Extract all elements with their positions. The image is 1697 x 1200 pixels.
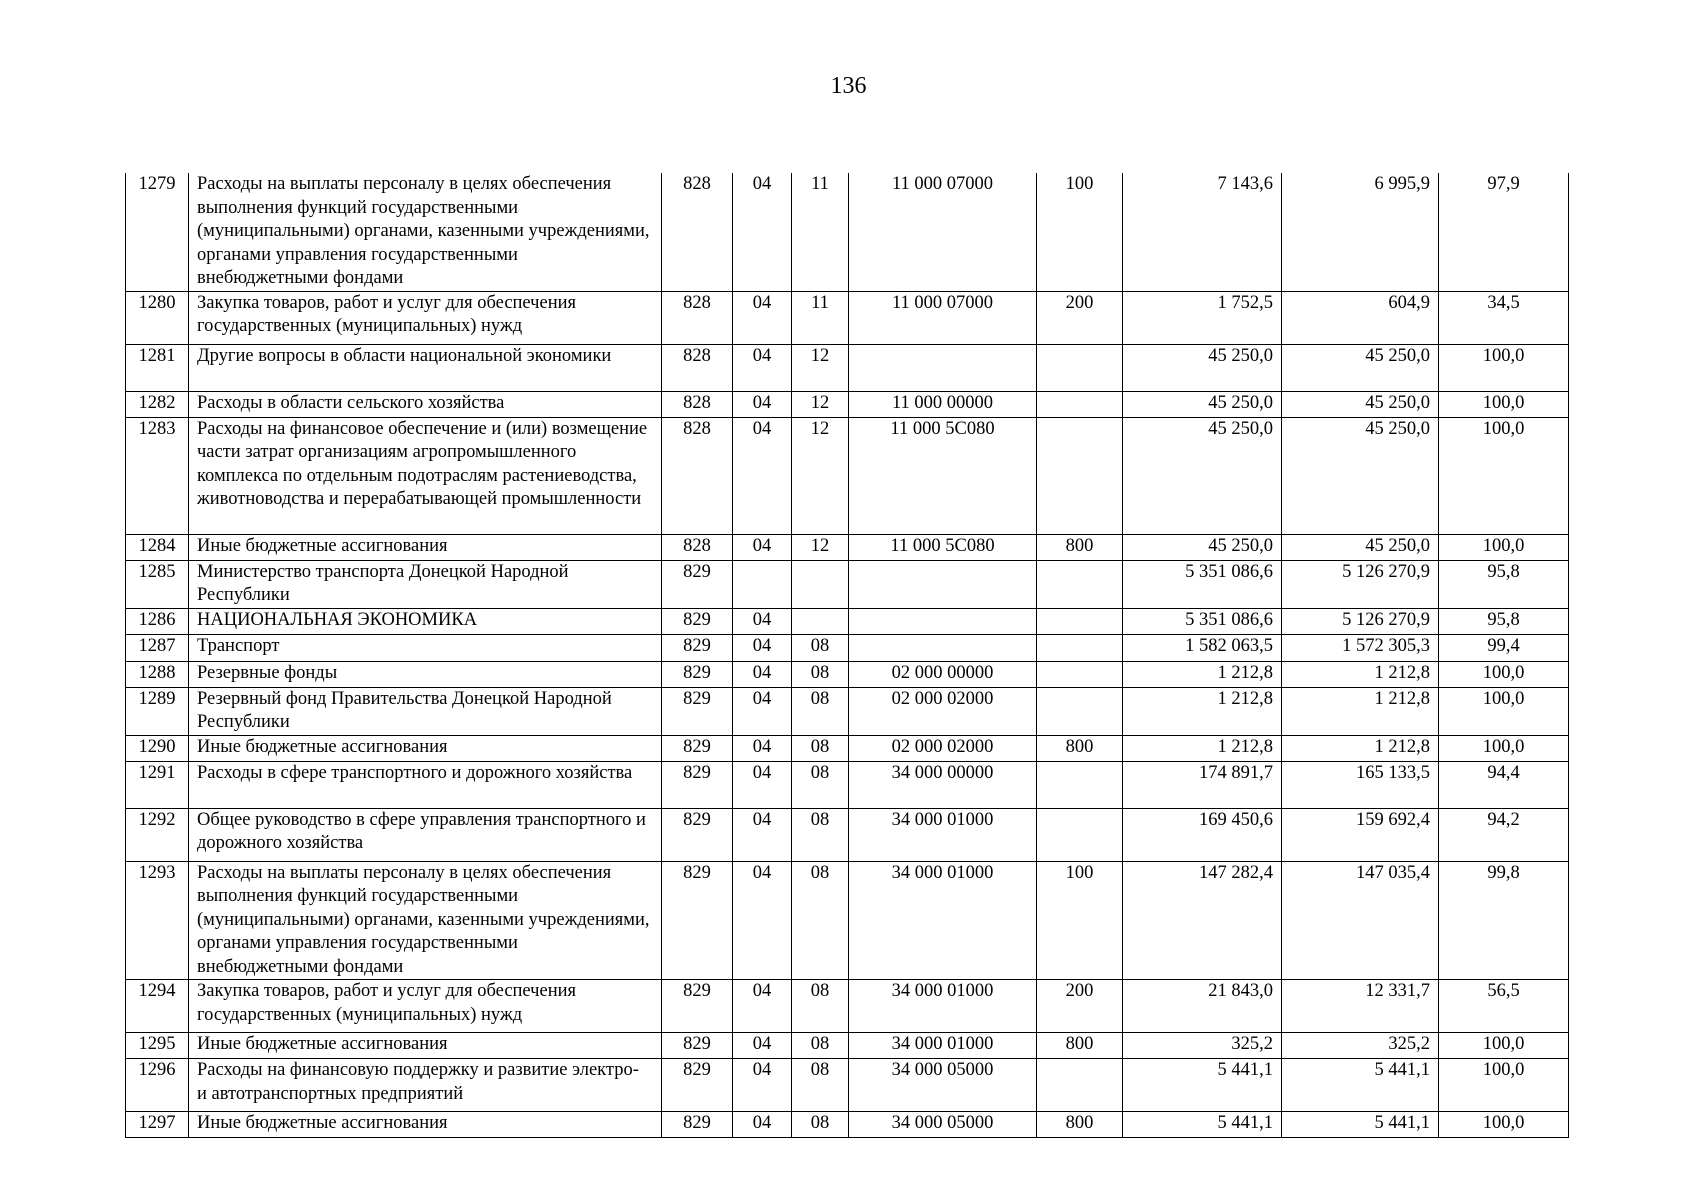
planned-amount-cell: 21 843,0 (1123, 980, 1282, 1033)
section-code-cell: 04 (733, 861, 792, 980)
table-body (126, 173, 1569, 1138)
department-code-cell: 828 (662, 534, 733, 560)
planned-amount-cell: 5 441,1 (1123, 1112, 1282, 1138)
target-article-cell: 11 000 5С080 (849, 534, 1037, 560)
department-code-cell: 829 (662, 1033, 733, 1059)
expense-type-cell: 800 (1037, 1112, 1123, 1138)
page-number: 136 (830, 73, 867, 99)
expense-name-cell: Министерство транспорта Донецкой Народной Республики (189, 560, 662, 608)
planned-amount-cell: 174 891,7 (1123, 761, 1282, 808)
section-code-cell: 04 (733, 534, 792, 560)
subsection-code-cell: 08 (792, 1033, 849, 1059)
subsection-code-cell: 08 (792, 735, 849, 761)
subsection-code-cell: 08 (792, 761, 849, 808)
section-code-cell: 04 (733, 173, 792, 291)
row-number-cell: 1297 (126, 1112, 189, 1138)
department-code-cell: 828 (662, 291, 733, 344)
expense-type-cell (1037, 344, 1123, 391)
expense-name-cell: Резервные фонды (189, 661, 662, 687)
planned-amount-cell: 7 143,6 (1123, 173, 1282, 291)
row-number-cell: 1286 (126, 608, 189, 634)
section-code-cell: 04 (733, 661, 792, 687)
target-article-cell: 34 000 01000 (849, 808, 1037, 861)
actual-amount-cell: 45 250,0 (1282, 534, 1439, 560)
table-row (126, 560, 1569, 608)
planned-amount-cell: 1 212,8 (1123, 735, 1282, 761)
subsection-code-cell: 08 (792, 661, 849, 687)
department-code-cell: 829 (662, 980, 733, 1033)
section-code-cell: 04 (733, 1059, 792, 1112)
execution-percent-cell: 100,0 (1439, 1033, 1569, 1059)
section-code-cell: 04 (733, 687, 792, 735)
expense-type-cell: 100 (1037, 173, 1123, 291)
table-row (126, 761, 1569, 808)
row-number-cell: 1280 (126, 291, 189, 344)
department-code-cell: 829 (662, 634, 733, 661)
section-code-cell: 04 (733, 344, 792, 391)
department-code-cell: 828 (662, 391, 733, 417)
row-number-cell: 1283 (126, 417, 189, 534)
expense-name-cell: Расходы в области сельского хозяйства (189, 391, 662, 417)
target-article-cell: 34 000 01000 (849, 1033, 1037, 1059)
expense-type-cell (1037, 661, 1123, 687)
table-row (126, 1059, 1569, 1112)
target-article-cell: 02 000 02000 (849, 735, 1037, 761)
row-number-cell: 1288 (126, 661, 189, 687)
actual-amount-cell: 5 126 270,9 (1282, 560, 1439, 608)
planned-amount-cell: 1 752,5 (1123, 291, 1282, 344)
expense-type-cell (1037, 808, 1123, 861)
table-row (126, 173, 1569, 291)
row-number-cell: 1294 (126, 980, 189, 1033)
target-article-cell: 34 000 05000 (849, 1112, 1037, 1138)
execution-percent-cell: 100,0 (1439, 735, 1569, 761)
table-row (126, 634, 1569, 661)
department-code-cell: 829 (662, 687, 733, 735)
table-row (126, 687, 1569, 735)
execution-percent-cell: 95,8 (1439, 560, 1569, 608)
row-number-cell: 1279 (126, 173, 189, 291)
table-row (126, 344, 1569, 391)
target-article-cell: 11 000 5С080 (849, 417, 1037, 534)
planned-amount-cell: 1 212,8 (1123, 661, 1282, 687)
actual-amount-cell: 6 995,9 (1282, 173, 1439, 291)
subsection-code-cell: 12 (792, 417, 849, 534)
planned-amount-cell: 45 250,0 (1123, 534, 1282, 560)
subsection-code-cell: 08 (792, 1059, 849, 1112)
expense-name-cell: Транспорт (189, 634, 662, 661)
execution-percent-cell: 56,5 (1439, 980, 1569, 1033)
expense-type-cell (1037, 761, 1123, 808)
expense-type-cell: 200 (1037, 980, 1123, 1033)
target-article-cell: 34 000 00000 (849, 761, 1037, 808)
target-article-cell: 02 000 02000 (849, 687, 1037, 735)
target-article-cell: 34 000 01000 (849, 861, 1037, 980)
table-row (126, 1033, 1569, 1059)
target-article-cell (849, 608, 1037, 634)
section-code-cell: 04 (733, 1033, 792, 1059)
expense-type-cell: 800 (1037, 1033, 1123, 1059)
execution-percent-cell: 99,4 (1439, 634, 1569, 661)
expense-name-cell: Закупка товаров, работ и услуг для обеспечения государственных (муниципальных) нужд (189, 980, 662, 1033)
execution-percent-cell: 95,8 (1439, 608, 1569, 634)
planned-amount-cell: 5 351 086,6 (1123, 608, 1282, 634)
planned-amount-cell: 5 351 086,6 (1123, 560, 1282, 608)
expense-name-cell: Другие вопросы в области национальной экономики (189, 344, 662, 391)
expense-name-cell: Расходы на финансовую поддержку и развитие электро- и автотранспортных предприятий (189, 1059, 662, 1112)
table-row (126, 417, 1569, 534)
expense-name-cell: Закупка товаров, работ и услуг для обеспечения государственных (муниципальных) нужд (189, 291, 662, 344)
row-number-cell: 1289 (126, 687, 189, 735)
row-number-cell: 1285 (126, 560, 189, 608)
subsection-code-cell (792, 560, 849, 608)
execution-percent-cell: 94,4 (1439, 761, 1569, 808)
expense-type-cell: 800 (1037, 534, 1123, 560)
subsection-code-cell: 12 (792, 391, 849, 417)
section-code-cell: 04 (733, 980, 792, 1033)
actual-amount-cell: 5 441,1 (1282, 1112, 1439, 1138)
target-article-cell: 11 000 07000 (849, 173, 1037, 291)
expense-name-cell: Расходы на финансовое обеспечение и (или) возмещение части затрат организациям агропромышленного комплекса по отдельным подотраслям растениеводства, животноводства и перерабатывающей промышленности (189, 417, 662, 534)
actual-amount-cell: 1 212,8 (1282, 687, 1439, 735)
table-row (126, 980, 1569, 1033)
actual-amount-cell: 5 441,1 (1282, 1059, 1439, 1112)
row-number-cell: 1290 (126, 735, 189, 761)
table-row (126, 735, 1569, 761)
execution-percent-cell: 34,5 (1439, 291, 1569, 344)
department-code-cell: 829 (662, 761, 733, 808)
target-article-cell (849, 634, 1037, 661)
section-code-cell: 04 (733, 1112, 792, 1138)
row-number-cell: 1287 (126, 634, 189, 661)
subsection-code-cell: 08 (792, 808, 849, 861)
expense-name-cell: Общее руководство в сфере управления транспортного и дорожного хозяйства (189, 808, 662, 861)
row-number-cell: 1293 (126, 861, 189, 980)
subsection-code-cell (792, 608, 849, 634)
execution-percent-cell: 94,2 (1439, 808, 1569, 861)
execution-percent-cell: 100,0 (1439, 417, 1569, 534)
section-code-cell: 04 (733, 735, 792, 761)
execution-percent-cell: 100,0 (1439, 661, 1569, 687)
expense-name-cell: Иные бюджетные ассигнования (189, 735, 662, 761)
execution-percent-cell: 100,0 (1439, 687, 1569, 735)
planned-amount-cell: 5 441,1 (1123, 1059, 1282, 1112)
execution-percent-cell: 100,0 (1439, 344, 1569, 391)
section-code-cell: 04 (733, 808, 792, 861)
expense-type-cell (1037, 634, 1123, 661)
execution-percent-cell: 100,0 (1439, 391, 1569, 417)
target-article-cell: 34 000 05000 (849, 1059, 1037, 1112)
planned-amount-cell: 1 212,8 (1123, 687, 1282, 735)
actual-amount-cell: 45 250,0 (1282, 391, 1439, 417)
execution-percent-cell: 97,9 (1439, 173, 1569, 291)
department-code-cell: 829 (662, 608, 733, 634)
expense-type-cell: 800 (1037, 735, 1123, 761)
execution-percent-cell: 100,0 (1439, 1112, 1569, 1138)
actual-amount-cell: 1 212,8 (1282, 735, 1439, 761)
actual-amount-cell: 1 212,8 (1282, 661, 1439, 687)
expense-name-cell: Расходы на выплаты персоналу в целях обеспечения выполнения функций государственными (муниципальными) органами, казенными учреждениями, органами управления государственными внебюджетными фондами (189, 173, 662, 291)
execution-percent-cell: 100,0 (1439, 1059, 1569, 1112)
table-row (126, 534, 1569, 560)
target-article-cell (849, 344, 1037, 391)
department-code-cell: 828 (662, 417, 733, 534)
department-code-cell: 828 (662, 173, 733, 291)
expense-name-cell: Иные бюджетные ассигнования (189, 534, 662, 560)
expense-name-cell: Иные бюджетные ассигнования (189, 1033, 662, 1059)
actual-amount-cell: 5 126 270,9 (1282, 608, 1439, 634)
department-code-cell: 829 (662, 861, 733, 980)
expense-type-cell (1037, 608, 1123, 634)
expense-type-cell (1037, 417, 1123, 534)
subsection-code-cell: 08 (792, 980, 849, 1033)
table-row (126, 1112, 1569, 1138)
expense-name-cell: Расходы в сфере транспортного и дорожного хозяйства (189, 761, 662, 808)
department-code-cell: 828 (662, 344, 733, 391)
row-number-cell: 1295 (126, 1033, 189, 1059)
expense-type-cell (1037, 687, 1123, 735)
subsection-code-cell: 12 (792, 534, 849, 560)
expense-name-cell: Расходы на выплаты персоналу в целях обеспечения выполнения функций государственными (муниципальными) органами, казенными учреждениями, органами управления государственными внебюджетными фондами (189, 861, 662, 980)
target-article-cell (849, 560, 1037, 608)
row-number-cell: 1291 (126, 761, 189, 808)
planned-amount-cell: 45 250,0 (1123, 344, 1282, 391)
actual-amount-cell: 165 133,5 (1282, 761, 1439, 808)
actual-amount-cell: 45 250,0 (1282, 417, 1439, 534)
expense-name-cell: Иные бюджетные ассигнования (189, 1112, 662, 1138)
subsection-code-cell: 08 (792, 861, 849, 980)
expense-type-cell (1037, 391, 1123, 417)
section-code-cell: 04 (733, 634, 792, 661)
expense-name-cell: Резервный фонд Правительства Донецкой Народной Республики (189, 687, 662, 735)
actual-amount-cell: 12 331,7 (1282, 980, 1439, 1033)
target-article-cell: 11 000 07000 (849, 291, 1037, 344)
budget-table (125, 173, 1569, 1138)
subsection-code-cell: 11 (792, 173, 849, 291)
row-number-cell: 1284 (126, 534, 189, 560)
row-number-cell: 1292 (126, 808, 189, 861)
table-row (126, 808, 1569, 861)
section-code-cell (733, 560, 792, 608)
subsection-code-cell: 08 (792, 634, 849, 661)
subsection-code-cell: 12 (792, 344, 849, 391)
department-code-cell: 829 (662, 1112, 733, 1138)
table-row (126, 391, 1569, 417)
section-code-cell: 04 (733, 417, 792, 534)
subsection-code-cell: 11 (792, 291, 849, 344)
section-code-cell: 04 (733, 608, 792, 634)
expense-type-cell (1037, 1059, 1123, 1112)
planned-amount-cell: 1 582 063,5 (1123, 634, 1282, 661)
section-code-cell: 04 (733, 391, 792, 417)
actual-amount-cell: 147 035,4 (1282, 861, 1439, 980)
department-code-cell: 829 (662, 661, 733, 687)
department-code-cell: 829 (662, 735, 733, 761)
planned-amount-cell: 169 450,6 (1123, 808, 1282, 861)
target-article-cell: 11 000 00000 (849, 391, 1037, 417)
execution-percent-cell: 99,8 (1439, 861, 1569, 980)
actual-amount-cell: 159 692,4 (1282, 808, 1439, 861)
planned-amount-cell: 45 250,0 (1123, 417, 1282, 534)
row-number-cell: 1282 (126, 391, 189, 417)
subsection-code-cell: 08 (792, 1112, 849, 1138)
department-code-cell: 829 (662, 1059, 733, 1112)
row-number-cell: 1281 (126, 344, 189, 391)
planned-amount-cell: 45 250,0 (1123, 391, 1282, 417)
section-code-cell: 04 (733, 291, 792, 344)
department-code-cell: 829 (662, 808, 733, 861)
expense-type-cell: 100 (1037, 861, 1123, 980)
actual-amount-cell: 604,9 (1282, 291, 1439, 344)
table-row (126, 291, 1569, 344)
row-number-cell: 1296 (126, 1059, 189, 1112)
table-row (126, 661, 1569, 687)
actual-amount-cell: 325,2 (1282, 1033, 1439, 1059)
actual-amount-cell: 1 572 305,3 (1282, 634, 1439, 661)
planned-amount-cell: 147 282,4 (1123, 861, 1282, 980)
department-code-cell: 829 (662, 560, 733, 608)
execution-percent-cell: 100,0 (1439, 534, 1569, 560)
expense-name-cell: НАЦИОНАЛЬНАЯ ЭКОНОМИКА (189, 608, 662, 634)
expense-type-cell: 200 (1037, 291, 1123, 344)
subsection-code-cell: 08 (792, 687, 849, 735)
table-row (126, 608, 1569, 634)
target-article-cell: 02 000 00000 (849, 661, 1037, 687)
actual-amount-cell: 45 250,0 (1282, 344, 1439, 391)
planned-amount-cell: 325,2 (1123, 1033, 1282, 1059)
expense-type-cell (1037, 560, 1123, 608)
target-article-cell: 34 000 01000 (849, 980, 1037, 1033)
section-code-cell: 04 (733, 761, 792, 808)
table-row (126, 861, 1569, 980)
